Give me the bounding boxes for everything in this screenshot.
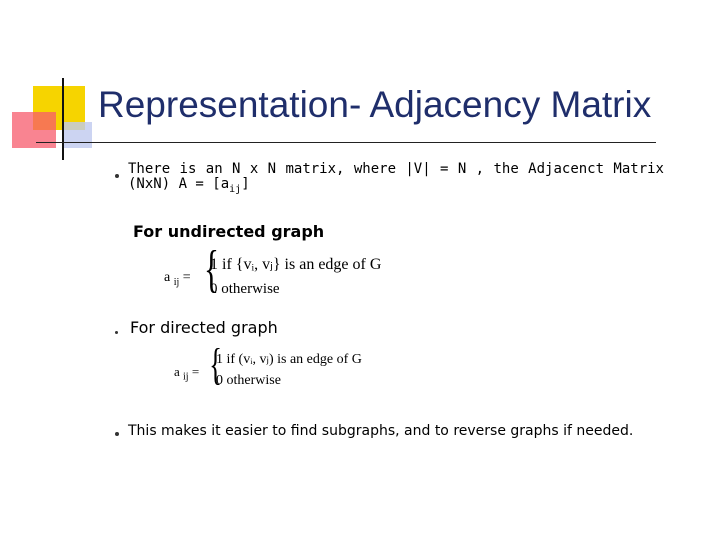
formula-lhs [174,364,199,383]
left-brace-icon: { [209,340,222,389]
line2-prefix: (NxN) A = [a [128,176,230,192]
slide-title: Representation- Adjacency Matrix [98,84,652,125]
undirected-graph-label: For undirected graph [133,222,325,241]
bullet-text-line2 [128,177,664,197]
formula-case-edge: 1 if {vᵢ, vⱼ} is an edge of G [210,256,382,273]
lhs-base: a [174,364,180,379]
undirected-formula [164,241,404,302]
bullet-dot [115,331,118,334]
bullet-dot [115,174,119,178]
formula-case-otherwise: 0 otherwise [210,281,280,297]
line2-subscript: ij [229,183,242,195]
formula-lhs [164,270,191,288]
lhs-equals: = [191,364,200,379]
lhs-equals: = [182,270,191,285]
bullet-text-subgraphs: This makes it easier to find subgraphs, and to reverse graphs if needed. [128,423,634,439]
left-brace-icon: { [203,241,219,298]
bullet-text-line1: There is an N x N matrix, where |V| = N , the Adjacenct Matrix [128,161,664,177]
logo-square-blue [62,122,92,148]
formula-case-otherwise: 0 otherwise [216,373,281,388]
line2-suffix: ] [241,176,250,192]
formula-case-edge: 1 if (vᵢ, vⱼ) is an edge of G [216,352,362,367]
bullet-dot [115,432,119,436]
logo-vertical-line [62,78,64,160]
title-underline [36,142,656,143]
lhs-subscript: ij [183,371,189,383]
directed-graph-label: For directed graph [130,318,278,337]
directed-formula [174,340,394,392]
lhs-subscript: ij [173,276,180,288]
lhs-base: a [164,270,171,285]
bullet-text-matrix [128,162,664,197]
